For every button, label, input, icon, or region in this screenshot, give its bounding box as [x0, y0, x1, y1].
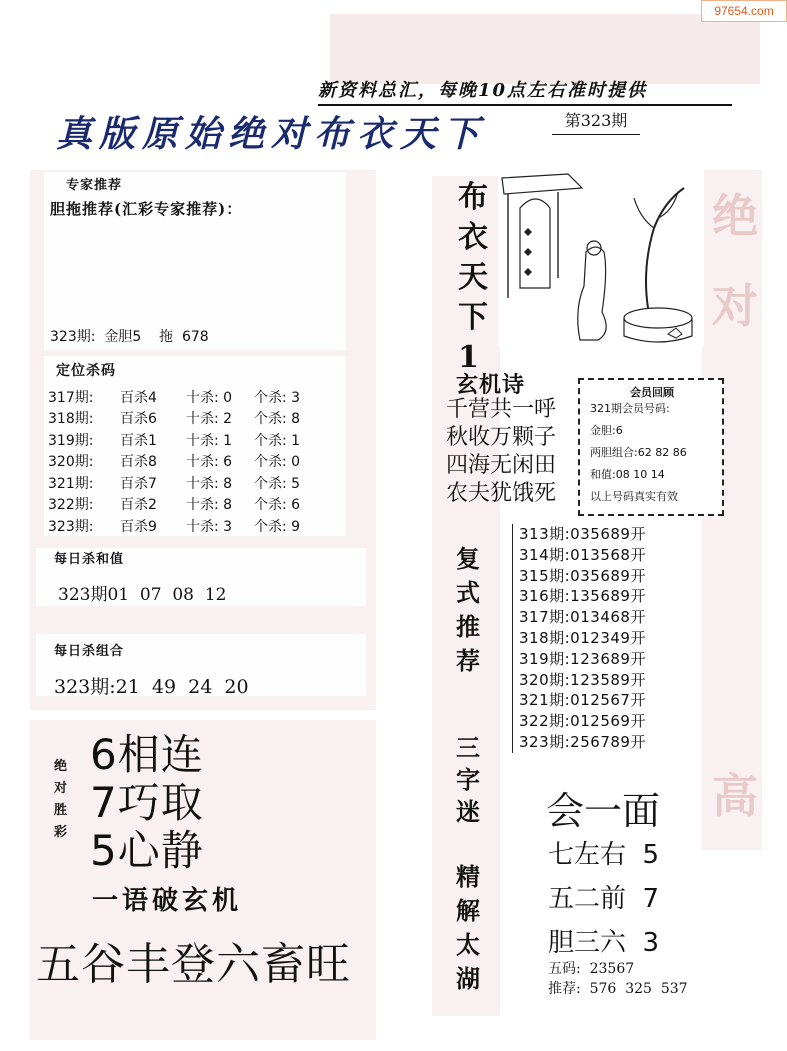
kill-table-cell: 321期:	[48, 475, 94, 492]
kill-table-cell: 个杀: 3	[254, 389, 301, 406]
kill-table-cell: 百杀6	[120, 411, 157, 428]
sum-kill-value: 323期01 07 08 12	[58, 585, 227, 605]
bottom-slogan: 五谷丰登六畜旺	[36, 939, 351, 990]
kill-table-cell: 百杀2	[120, 497, 157, 514]
draw-history-item: 315期:035689开	[519, 566, 646, 585]
kill-table-cell: 十杀: 3	[186, 518, 233, 535]
bg-decoration-top	[330, 14, 760, 84]
draw-history-item: 318期:012349开	[519, 628, 646, 647]
riddle-poem: 千营共一呼 秋收万颗子 四海无闲田 农夫犹饿死	[446, 397, 557, 506]
kill-table-cell: 十杀: 6	[186, 454, 233, 471]
kill-table-row	[48, 515, 314, 537]
kill-table-cell: 个杀: 9	[254, 518, 301, 535]
recommend-line: 推荐: 576 325 537	[548, 981, 688, 997]
deco-char: 高	[712, 769, 758, 823]
sure-win-line-1: 6相连	[90, 730, 204, 779]
sure-win-line-3: 5心静	[90, 826, 204, 875]
ink-sketch-illustration	[498, 168, 704, 346]
kill-table-cell: 个杀: 8	[254, 411, 301, 428]
headline: 新资料总汇，每晚10点左右准时提供	[318, 76, 732, 106]
member-sum-values: 和值:08 10 14	[590, 468, 665, 481]
member-review-header: 会员回顾	[630, 386, 674, 399]
position-kill-header: 定位杀码	[56, 363, 116, 379]
kill-table-row	[48, 408, 314, 430]
meet-line-1: 七左右 5	[548, 840, 660, 870]
kill-table-cell: 323期:	[48, 518, 94, 535]
draw-history-item: 322期:012569开	[519, 712, 646, 731]
expert-header: 专家推荐	[66, 178, 123, 193]
site-watermark: 97654.com	[701, 0, 787, 22]
three-char-riddle-label: 三 字 迷	[456, 733, 480, 826]
poem-title: 玄机诗	[456, 372, 526, 398]
five-code-line: 五码: 23567	[548, 961, 635, 977]
kill-table-cell: 百杀4	[120, 389, 157, 406]
kill-table-cell: 百杀9	[120, 518, 157, 535]
sure-win-vertical-label: 绝 对 胜 彩	[54, 759, 68, 840]
kill-table-cell: 个杀: 5	[254, 475, 301, 492]
meet-line-2: 五二前 7	[548, 884, 660, 914]
deco-char: 绝	[712, 189, 758, 243]
taihu-explanation-label: 精 解 太 湖	[456, 862, 480, 993]
draw-history-item: 319期:123689开	[519, 649, 646, 668]
expert-subheader: 胆拖推荐(汇彩专家推荐)：	[50, 200, 243, 218]
fushi-recommend-label: 复 式 推 荐	[456, 544, 480, 675]
draw-history-item: 316期:135689开	[519, 587, 646, 606]
draw-history-item: 314期:013568开	[519, 545, 646, 564]
meet-title: 会一面	[546, 789, 661, 833]
kill-table-cell: 百杀8	[120, 454, 157, 471]
member-pair-combo: 两胆组合:62 82 86	[590, 446, 687, 459]
member-authenticity-note: 以上号码真实有效	[590, 490, 678, 503]
column-vertical-title: 布 衣 天 下 1	[458, 180, 488, 375]
kill-table-row	[48, 494, 314, 516]
kill-table-row	[48, 472, 314, 494]
issue-number: 第323期	[552, 108, 640, 135]
kill-table-cell: 个杀: 1	[254, 432, 301, 449]
meet-line-3: 胆三六 3	[548, 928, 660, 958]
draw-history-item: 323期:256789开	[519, 732, 646, 751]
kill-table-row	[48, 451, 314, 473]
kill-table-cell: 百杀1	[120, 432, 157, 449]
kill-table-cell: 十杀: 0	[186, 389, 233, 406]
deco-char: 对	[712, 279, 758, 333]
kill-table-cell: 十杀: 1	[186, 432, 233, 449]
kill-table-cell: 百杀7	[120, 475, 157, 492]
sure-win-line-2: 7巧取	[90, 778, 204, 827]
kill-table-row	[48, 429, 314, 451]
kill-table-cell: 十杀: 2	[186, 411, 233, 428]
member-review-subheader: 321期会员号码:	[590, 402, 670, 415]
kill-table-cell: 319期:	[48, 432, 94, 449]
page-title: 真版原始绝对布衣天下	[56, 113, 487, 155]
kill-table-cell: 十杀: 8	[186, 497, 233, 514]
kill-table-row	[48, 386, 314, 408]
member-golden-dan: 金胆:6	[590, 424, 623, 437]
kill-table-cell: 个杀: 0	[254, 454, 301, 471]
kill-table-cell: 320期:	[48, 454, 94, 471]
combo-kill-header: 每日杀组合	[54, 644, 125, 659]
riddle-caption: 一语破玄机	[92, 886, 243, 916]
draw-history-item: 321期:012567开	[519, 691, 646, 710]
member-review-box	[578, 378, 724, 516]
draw-history-item: 313期:035689开	[519, 525, 646, 543]
combo-kill-value: 323期:21 49 24 20	[54, 676, 249, 698]
position-kill-table	[48, 386, 314, 537]
kill-table-cell: 318期:	[48, 411, 94, 428]
kill-table-cell: 317期:	[48, 389, 94, 406]
sum-kill-header: 每日杀和值	[54, 552, 125, 567]
draw-history-list	[512, 524, 672, 753]
draw-history-item: 317期:013468开	[519, 608, 646, 627]
expert-recommendation: 323期: 金胆5 拖 678	[50, 329, 209, 345]
kill-table-cell: 个杀: 6	[254, 497, 301, 514]
kill-table-cell: 十杀: 8	[186, 475, 233, 492]
draw-history-item: 320期:123589开	[519, 670, 646, 689]
kill-table-cell: 322期:	[48, 497, 94, 514]
